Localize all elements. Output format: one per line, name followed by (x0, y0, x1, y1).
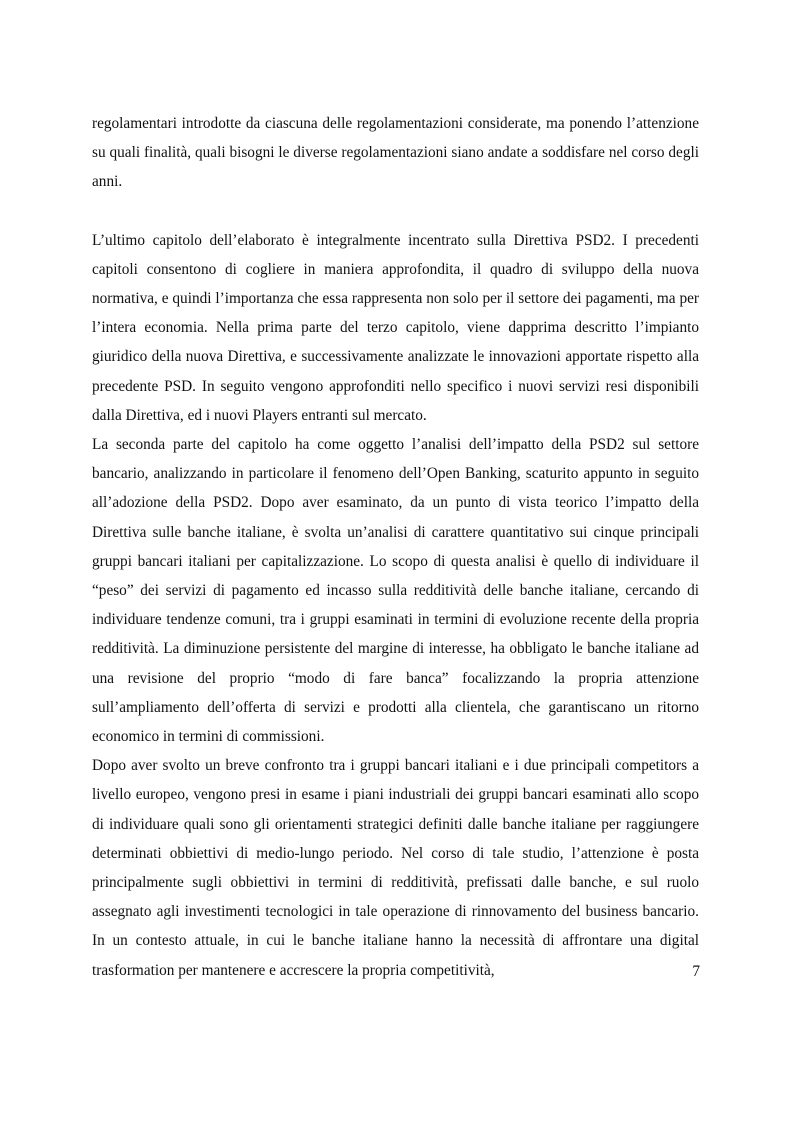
paragraph-1: regolamentari introdotte da ciascuna delle regolamentazioni considerate, ma ponendo l’attenzione su quali finalità, quali bisogni le diverse regolamentazioni siano andate a soddisfare nel corso degli anni. (92, 115, 699, 191)
body-text (92, 109, 699, 985)
page-number: 7 (692, 963, 700, 980)
paragraph-spacer (92, 197, 699, 226)
paragraph-2: L’ultimo capitolo dell’elaborato è integralmente incentrato sulla Direttiva PSD2. I precedenti capitoli consentono di cogliere in maniera approfondita, il quadro di sviluppo della nuova normativa, e quindi l’importanza che essa rappresenta non solo per il settore dei pagamenti, ma per l’intera economia. Nella prima parte del terzo capitolo, viene dapprima descritto l’impianto giuridico della nuova Direttiva, e successivamente analizzate le innovazioni apportate rispetto alla precedente PSD. In seguito vengono approfonditi nello specifico i nuovi servizi resi disponibili dalla Direttiva, ed i nuovi Players entranti sul mercato. (92, 231, 699, 424)
paragraph-3: La seconda parte del capitolo ha come oggetto l’analisi dell’impatto della PSD2 sul settore bancario, analizzando in particolare il fenomeno dell’Open Banking, scaturito appunto in seguito all’adozione della PSD2. Dopo aver esaminato, da un punto di vista teorico l’impatto della Direttiva sulle banche italiane, è svolta un’analisi di carattere quantitativo sui cinque principali gruppi bancari italiani per capitalizzazione. Lo scopo di questa analisi è quello di individuare il “peso” dei servizi di pagamento ed incasso sulla redditività delle banche italiane, cercando di individuare tendenze comuni, tra i gruppi esaminati in termini di evoluzione recente della propria redditività. La diminuzione persistente del margine di interesse, ha obbligato le banche italiane ad una revisione del proprio “modo di fare banca” focalizzando la propria attenzione sull’ampliamento dell’offerta di servizi e prodotti alla clientela, che garantiscano un ritorno economico in termini di commissioni. (92, 436, 699, 746)
paragraph-4: Dopo aver svolto un breve confronto tra i gruppi bancari italiani e i due principali competitors a livello europeo, vengono presi in esame i piani industriali dei gruppi bancari esaminati allo scopo di individuare quali sono gli orientamenti strategici definiti dalle banche italiane per raggiungere determinati obbiettivi di medio-lungo periodo. Nel corso di tale studio, l’attenzione è posta principalmente sugli obbiettivi in termini di redditività, prefissati dalle banche, e sul ruolo assegnato agli investimenti tecnologici in tale operazione di rinnovamento del business bancario. In un contesto attuale, in cui le banche italiane hanno la necessità di affrontare una digital trasformation per mantenere e accrescere la propria competitività, (92, 757, 699, 979)
